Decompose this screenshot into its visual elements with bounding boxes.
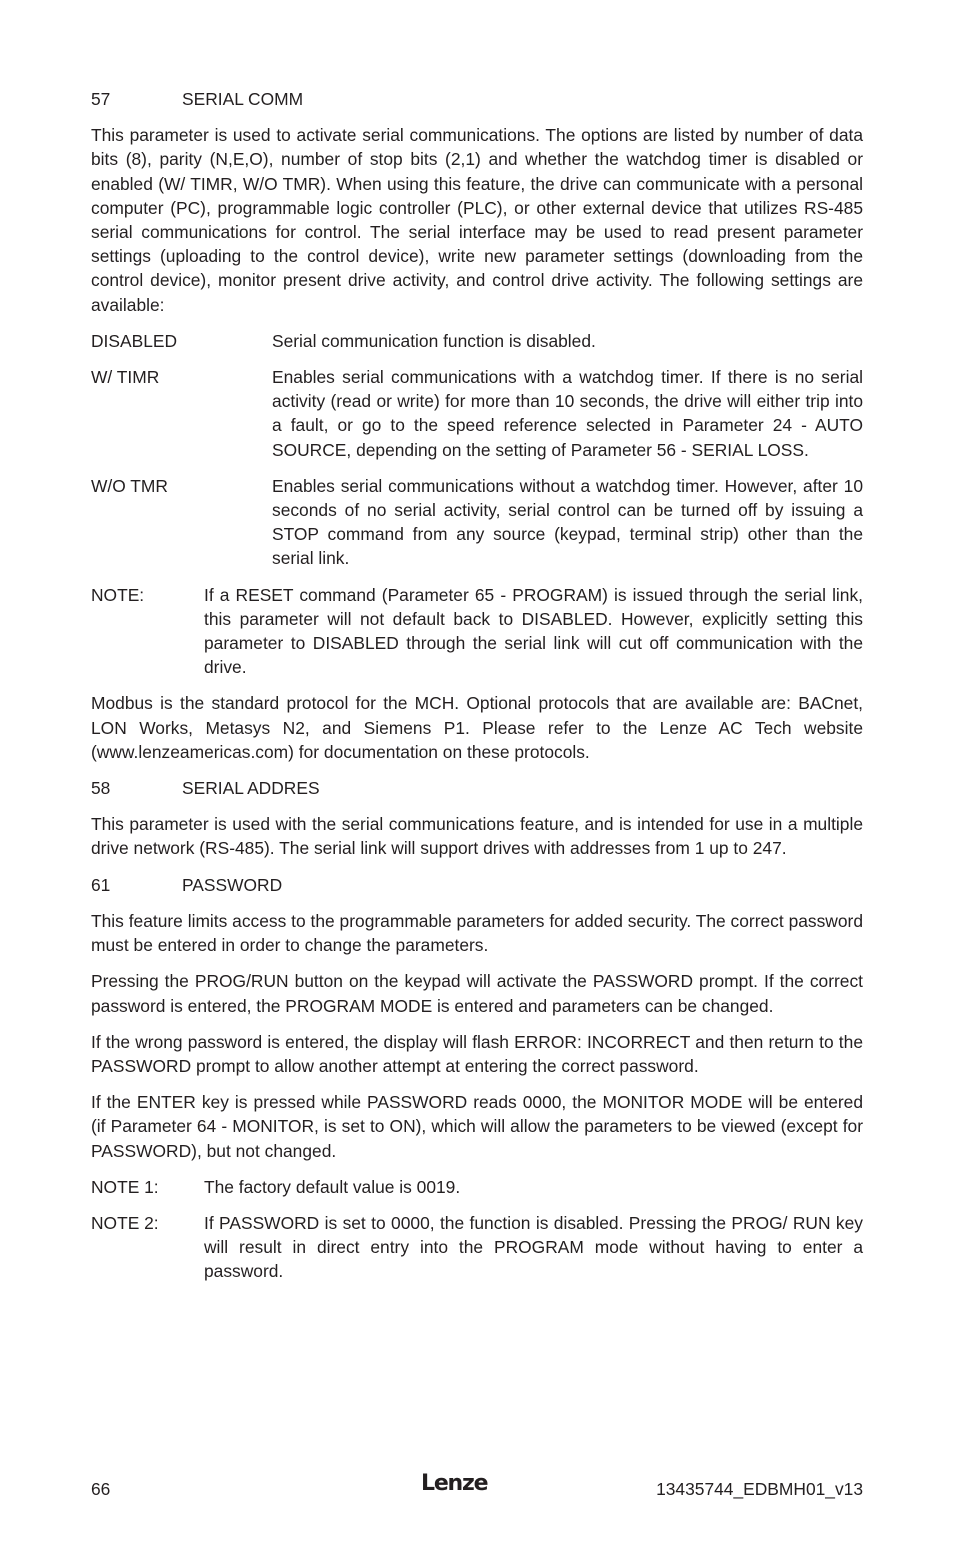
note-label: NOTE:: [91, 584, 145, 605]
option-term: W/ TIMR: [91, 367, 160, 388]
option-wo-tmr: [91, 474, 863, 571]
option-desc: Enables serial communications without a watchdog timer. However, after 10 seconds of no serial activity, serial control can be turned off by issuing a STOP command from any source (keypad, terminal strip) other than the serial link.: [272, 475, 863, 569]
password-paragraph: If the wrong password is entered, the display will flash ERROR: INCORRECT and then return to the PASSWORD prompt to allow another attempt at entering the correct password.: [91, 1031, 863, 1076]
parameter-number: 57: [91, 89, 111, 109]
note-2: [91, 1211, 863, 1284]
serial-address-body: This parameter is used with the serial communications feature, and is intended for use in a multiple drive network (RS-485). The serial link will support drives with addresses from 1 up to 247.: [91, 814, 863, 859]
parameter-title: SERIAL ADDRES: [182, 778, 320, 799]
parameter-title: PASSWORD: [182, 874, 283, 895]
serial-comm-intro: This parameter is used to activate serial communications. The options are listed by number of data bits (8), parity (N,E,O), number of stop bits (2,1) and whether the watchdog timer is disabled or enabled (W/ TIMR, W/O TMR). When using this feature, the drive can communicate with a personal computer (PC), programmable logic controller (PLC), or other external device that utilizes RS-485 serial communications for control. The serial interface may be used to read present parameter settings (uploading to the control device), write new parameter settings (downloading from the control device), monitor present drive activity, and control drive activity. The following settings are available:: [91, 125, 863, 315]
option-w-timr: [91, 365, 863, 462]
password-paragraph: This feature limits access to the programmable parameters for added security. The correct password must be entered in order to change the parameters.: [91, 910, 863, 956]
lenze-logo: Lenze: [421, 1471, 488, 1496]
section-heading-58: [91, 776, 863, 800]
option-term: W/O TMR: [91, 475, 168, 496]
page-number: 66: [91, 1479, 111, 1499]
parameter-number: 58: [91, 778, 111, 799]
note-text: The factory default value is 0019.: [204, 1176, 461, 1197]
note-text: If PASSWORD is set to 0000, the function is disabled. Pressing the PROG/ RUN key will result in direct entry into the PROGRAM mode without having to enter a password.: [204, 1212, 863, 1282]
password-paragraph: Pressing the PROG/RUN button on the keypad will activate the PASSWORD prompt. If the correct password is entered, the PROGRAM MODE is entered and parameters can be changed.: [91, 971, 863, 1016]
note-reset: [91, 583, 863, 680]
note-label: NOTE 1:: [91, 1176, 159, 1197]
option-desc: Serial communication function is disabled.: [272, 330, 596, 351]
page-content: [91, 87, 863, 1296]
section-heading-61: [91, 873, 863, 897]
section-heading-57: [91, 87, 863, 111]
parameter-title: SERIAL COMM: [182, 89, 304, 109]
document-id: 13435744_EDBMH01_v13: [656, 1479, 863, 1499]
note-1: [91, 1175, 863, 1199]
note-text: If a RESET command (Parameter 65 - PROGRAM) is issued through the serial link, this parameter will not default back to DISABLED. However, explicitly setting this parameter to DISABLED through the serial link will cut off communication with the drive.: [204, 584, 863, 678]
option-term: DISABLED: [91, 330, 178, 351]
option-desc: Enables serial communications with a watchdog timer. If there is no serial activity (read or write) for more than 10 seconds, the drive will either trip into a fault, or go to the speed reference selected in Parameter 24 - AUTO SOURCE, depending on the setting of Parameter 56 - SERIAL LOSS.: [272, 367, 863, 460]
password-paragraph: If the ENTER key is pressed while PASSWORD reads 0000, the MONITOR MODE will be entered (if Parameter 64 - MONITOR, is set to ON), which will allow the parameters to be viewed (except for PASSWORD), but not changed.: [91, 1092, 863, 1161]
modbus-paragraph: Modbus is the standard protocol for the MCH. Optional protocols that are available are: BACnet, LON Works, Metasys N2, and Siemens P1. Please refer to the Lenze AC Tech website (www.lenzeamericas.com) for documentation on these protocols.: [91, 693, 863, 762]
note-label: NOTE 2:: [91, 1212, 159, 1233]
parameter-number: 61: [91, 874, 111, 895]
option-disabled: [91, 329, 863, 353]
page-footer: [91, 1471, 863, 1503]
